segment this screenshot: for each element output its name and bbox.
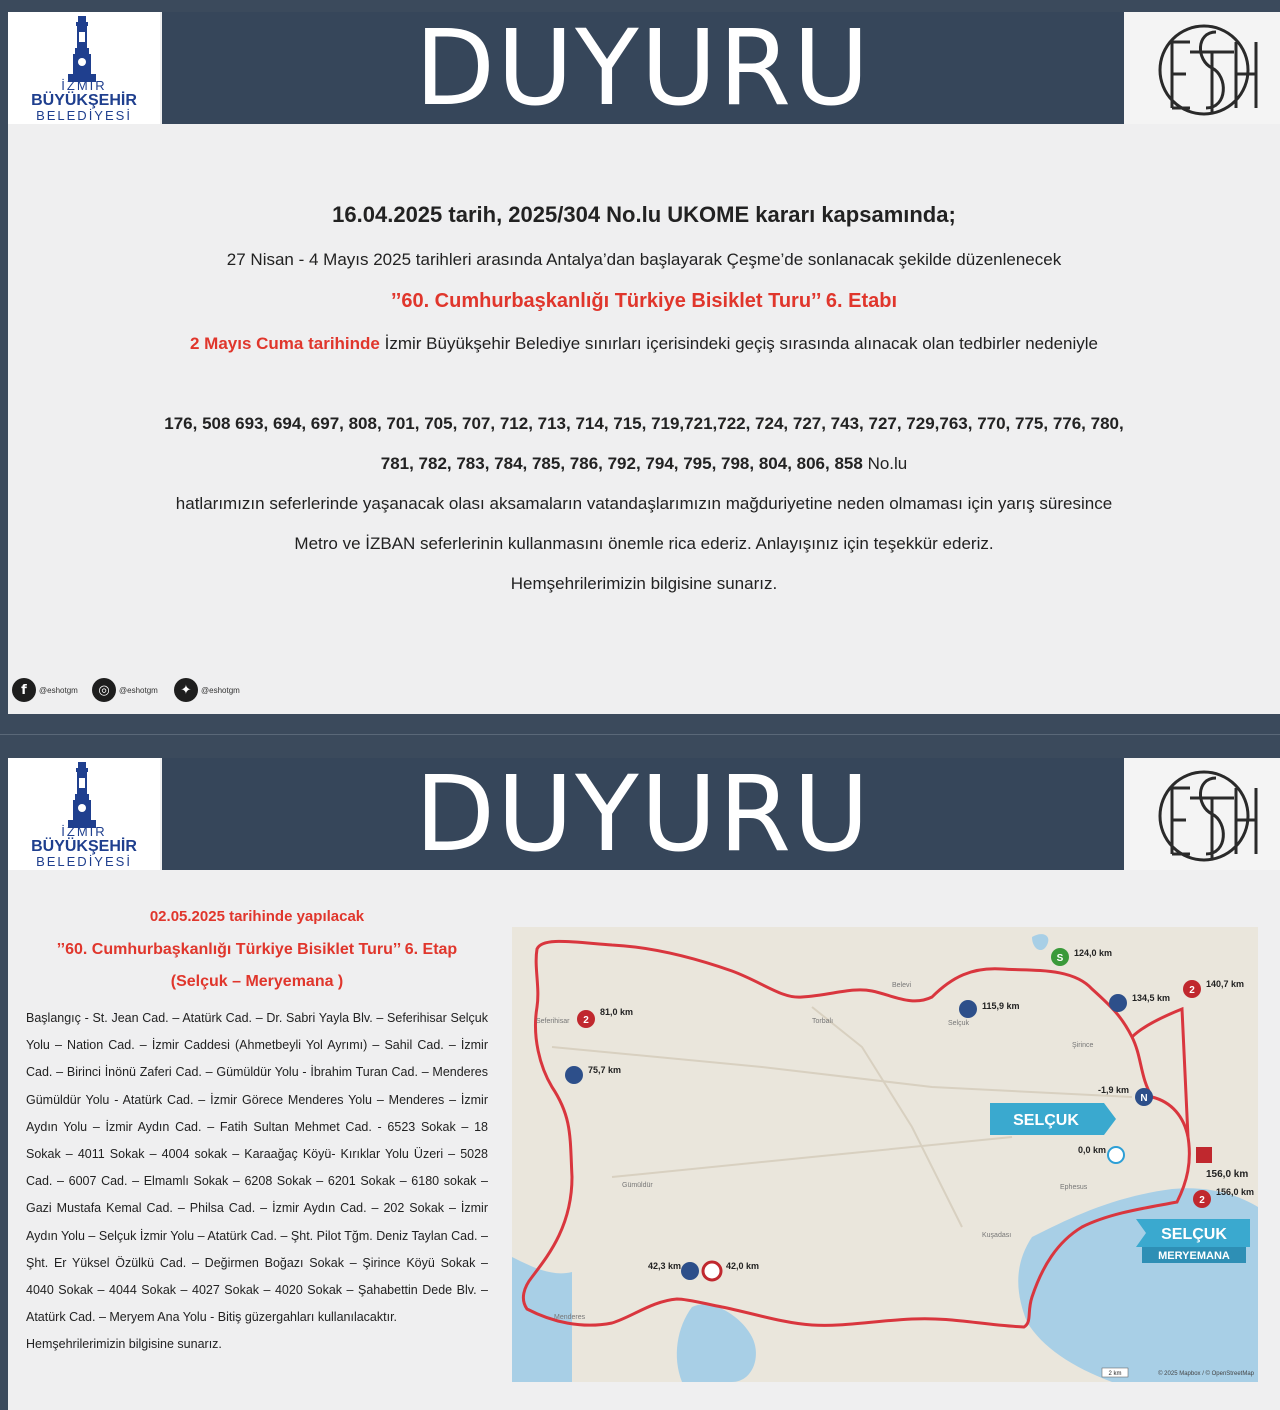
stage-route-heading: (Selçuk – Meryemana ) [170,973,344,990]
social-facebook[interactable] [12,678,78,702]
marker-label: -1,9 km [1098,1085,1130,1095]
banner-title: DUYURU [414,758,872,875]
logo-line-buyuksehir: BÜYÜKŞEHİR [31,838,137,855]
marker-label: 156,0 km [1216,1187,1255,1197]
izmir-logo [8,12,160,124]
logo-line-buyuksehir: BÜYÜKŞEHİR [31,92,137,109]
svg-text:S: S [1056,953,1064,964]
date-highlight: 2 Mayıs Cuma tarihinde [189,334,380,353]
marker-label: 0,0 km [1078,1145,1107,1155]
logo-line-belediyesi: BELEDİYESİ [36,108,132,123]
map-attribution: © 2025 Mapbox / © OpenStreetMap [1158,1371,1254,1377]
social-twitter[interactable] [174,678,240,702]
bus-lines-suffix: No.lu [867,454,908,473]
place-name: Seferihisar [536,1018,570,1025]
logo-line-izmir: İZMİR [61,78,107,93]
social-instagram[interactable] [92,678,158,702]
bus-lines-numbers: 781, 782, 783, 784, 785, 786, 792, 794, 795, 798, 804, 806, 858 [380,454,863,473]
svg-text:2: 2 [1189,985,1195,996]
start-callout [990,1103,1116,1135]
place-name: Belevi [892,982,912,989]
twitter-icon[interactable]: ✦ [174,678,198,702]
marker-label: 75,7 km [588,1065,622,1075]
announcement-panel-2 [8,758,1280,1410]
bus-lines-row-1: 176, 508 693, 694, 697, 808, 701, 705, 707, 712, 713, 714, 715, 719,721,722, 724, 727, 743, 727, 729,763, 770, 775, 776, 780, [164,414,1124,433]
panel-divider [0,734,1280,735]
title-banner [162,758,1124,875]
svg-text:2: 2 [1199,1195,1205,1206]
logo-line-izmir: İZMİR [61,824,107,839]
place-name: Şirince [1072,1042,1094,1049]
eshot-logo [1124,758,1280,870]
marker-label: 42,0 km [726,1261,760,1271]
stage-event-heading: ’’60. Cumhurbaşkanlığı Türkiye Bisiklet Turu’’ 6. Etap [56,941,458,958]
clock-tower-icon [8,12,160,84]
event-intro: 27 Nisan - 4 Mayıs 2025 tarihleri arasında Antalya’dan başlayarak Çeşme’de sonlanacak şekilde düzenlenecek [226,250,1062,269]
start-label: SELÇUK [1013,1112,1079,1129]
body-line-2: Metro ve İZBAN seferlerinin kullanmasını önemle rica ederiz. Anlayışınız için teşekkür ederiz. [294,534,994,553]
stage-headings [26,908,488,991]
marker-label: 134,5 km [1132,993,1171,1003]
place-name: Kuşadası [982,1232,1012,1239]
route-description [26,1005,488,1359]
marker-label: 140,7 km [1206,979,1245,989]
decision-heading: 16.04.2025 tarih, 2025/304 No.lu UKOME kararı kapsamında; [332,202,956,227]
place-name: Selçuk [948,1020,970,1027]
bus-lines-row-2 [8,454,1280,474]
eshot-monogram-icon [1124,758,1280,870]
marker-label: 124,0 km [1074,948,1113,958]
svg-text:2: 2 [583,1015,589,1026]
title-banner [162,12,1124,129]
marker-label: 42,3 km [648,1261,682,1271]
stage-date-heading: 02.05.2025 tarihinde yapılacak [149,908,365,925]
marker-label: 81,0 km [600,1007,634,1017]
instagram-icon[interactable]: ◎ [92,678,116,702]
svg-text:N: N [1140,1093,1148,1104]
closing-line: Hemşehrilerimizin bilgisine sunarız. [26,1337,222,1352]
place-name: Torbalı [812,1018,834,1025]
route-map [512,927,1258,1382]
clock-tower-icon [8,758,160,830]
marker-label: 115,9 km [982,1001,1020,1011]
body-line-3: Hemşehrilerimizin bilgisine sunarız. [510,574,778,593]
facebook-handle[interactable]: @eshotgm [39,685,78,695]
eshot-logo [1124,12,1280,124]
place-name: Menderes [554,1314,586,1321]
body-line-1: hatlarımızın seferlerinde yaşanacak olası aksamaların vatandaşlarımızın mağduriyetine neden olmaması için yarış süresince [175,494,1113,513]
date-rest: İzmir Büyükşehir Belediye sınırları içerisindeki geçiş sırasında alınacak olan tedbirler nedeniyle [384,334,1099,353]
finish-callout [1136,1219,1250,1263]
instagram-handle[interactable]: @eshotgm [119,685,158,695]
marker-label: 156,0 km [1206,1169,1249,1180]
logo-line-belediyesi: BELEDİYESİ [36,854,132,869]
route-text: Başlangıç - St. Jean Cad. – Atatürk Cad. – Dr. Sabri Yayla Blv. – Seferihisar Selçuk Yolu – Nation Cad. – İzmir Caddesi (Ahmetbeyli Yol Ayrımı) – Sahil Cad. – İzmir Cad. – Birinci İnönü Zaferi Cad. – Gümüldür Yolu - İbrahim Turan Cad. – Menderes Gümüldür Yolu - Atatürk Cad. – İzmir Görece Menderes Yolu – Menderes – İzmir Aydın Yolu – İzmir Aydın Cad. – Fatih Sultan Mehmet Cad. - 6523 Sokak – 18 Sokak – 4011 Sokak – 4004 sokak – Karaağaç Köyü- Kırıklar Yolu Üzeri – 5028 Cad. – 6007 Cad. – Elmamlı Sokak – 6208 Sokak – 6201 Sokak – 6180 sokak – Gazi Mustafa Kemal Cad. – Philsa Cad. – İzmir Aydın Cad. – 202 Sokak – İzmir Aydın Yolu – Selçuk İzmir Yolu – Atatürk Cad. – Şht. Pilot Tğm. Deniz Taylan Cad. – Şht. Er Yüksel Özülkü Cad. – Değirmen Boğazı Sokak – Şirince Köyü Sokak – 4040 Sokak – 4044 Sokak – 4027 Sokak – 4020 Sokak – Şahabettin Dede Blv. – Atatürk Cad. – Meryem Ana Yolu - Bitiş güzergahları kullanılacaktır. [26,1011,488,1325]
facebook-icon[interactable]: f [12,678,36,702]
banner-title: DUYURU [414,12,872,129]
place-name: Gümüldür [622,1182,653,1189]
place-name: Ephesus [1060,1184,1088,1191]
izmir-logo [8,758,160,870]
announcement-panel-1 [8,12,1280,714]
map-scale: 2 km [1108,1371,1122,1377]
finish-sub-label: MERYEMANA [1158,1250,1230,1262]
eshot-monogram-icon [1124,12,1280,124]
twitter-handle[interactable]: @eshotgm [201,685,240,695]
event-title: ’’60. Cumhurbaşkanlığı Türkiye Bisiklet Turu’’ 6. Etabı [390,290,898,312]
date-line [8,334,1280,354]
finish-label: SELÇUK [1161,1226,1227,1243]
